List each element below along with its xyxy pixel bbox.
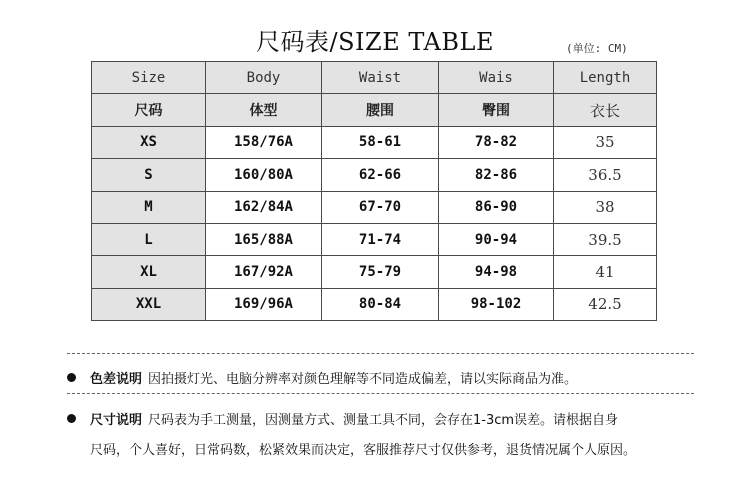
waist-cell: 71-74	[322, 223, 439, 255]
size-note-line1: 尺码表为手工测量，因测量方式、测量工具不同，会存在1-3cm误差。请根据自身	[148, 413, 619, 428]
waist-cell: 75-79	[322, 256, 439, 288]
header-body-zh: 体型	[206, 94, 322, 126]
header-length-zh: 衣长	[554, 94, 657, 126]
size-cell: XL	[92, 256, 206, 288]
length-cell: 36.5	[554, 159, 657, 191]
header-length: Length	[554, 62, 657, 94]
color-note	[67, 368, 577, 387]
divider	[67, 353, 694, 354]
header-waist-zh: 腰围	[322, 94, 439, 126]
header-size: Size	[92, 62, 206, 94]
length-cell: 41	[554, 256, 657, 288]
waist-cell: 58-61	[322, 126, 439, 158]
body-cell: 169/96A	[206, 288, 322, 320]
size-cell: L	[92, 223, 206, 255]
header-size-zh: 尺码	[92, 94, 206, 126]
length-cell: 42.5	[554, 288, 657, 320]
header-waist: Waist	[322, 62, 439, 94]
hip-cell: 78-82	[439, 126, 554, 158]
header-hip-zh: 臀围	[439, 94, 554, 126]
length-cell: 39.5	[554, 223, 657, 255]
table-row	[92, 191, 657, 223]
body-cell: 167/92A	[206, 256, 322, 288]
hip-cell: 82-86	[439, 159, 554, 191]
size-note-line2: 尺码，个人喜好，日常码数，松紧效果而决定，客服推荐尺寸仅供参考，退货情况属个人原因。	[90, 443, 637, 458]
header-row-en	[92, 62, 657, 94]
size-cell: S	[92, 159, 206, 191]
size-note	[67, 409, 636, 458]
size-cell: XXL	[92, 288, 206, 320]
hip-cell: 94-98	[439, 256, 554, 288]
header-row-zh	[92, 94, 657, 126]
length-cell: 35	[554, 126, 657, 158]
size-note-heading: 尺寸说明	[90, 413, 143, 428]
page-title: 尺码表/SIZE TABLE	[256, 28, 494, 56]
color-note-text: 因拍摄灯光、电脑分辨率对颜色理解等不同造成偏差，请以实际商品为准。	[148, 372, 578, 387]
body-cell: 158/76A	[206, 126, 322, 158]
header-hip: Wais	[439, 62, 554, 94]
body-cell: 160/80A	[206, 159, 322, 191]
hip-cell: 90-94	[439, 223, 554, 255]
hip-cell: 86-90	[439, 191, 554, 223]
table-row	[92, 288, 657, 320]
table-row	[92, 126, 657, 158]
hip-cell: 98-102	[439, 288, 554, 320]
table-row	[92, 256, 657, 288]
body-cell: 165/88A	[206, 223, 322, 255]
size-cell: M	[92, 191, 206, 223]
waist-cell: 62-66	[322, 159, 439, 191]
bullet-icon	[67, 414, 76, 423]
header-body: Body	[206, 62, 322, 94]
body-cell: 162/84A	[206, 191, 322, 223]
size-cell: XS	[92, 126, 206, 158]
waist-cell: 80-84	[322, 288, 439, 320]
divider	[67, 393, 694, 394]
unit-label: (单位: CM)	[566, 42, 628, 55]
length-cell: 38	[554, 191, 657, 223]
color-note-heading: 色差说明	[90, 372, 143, 387]
bullet-icon	[67, 373, 76, 382]
table-row	[92, 223, 657, 255]
table-row	[92, 159, 657, 191]
waist-cell: 67-70	[322, 191, 439, 223]
size-table	[91, 61, 657, 321]
